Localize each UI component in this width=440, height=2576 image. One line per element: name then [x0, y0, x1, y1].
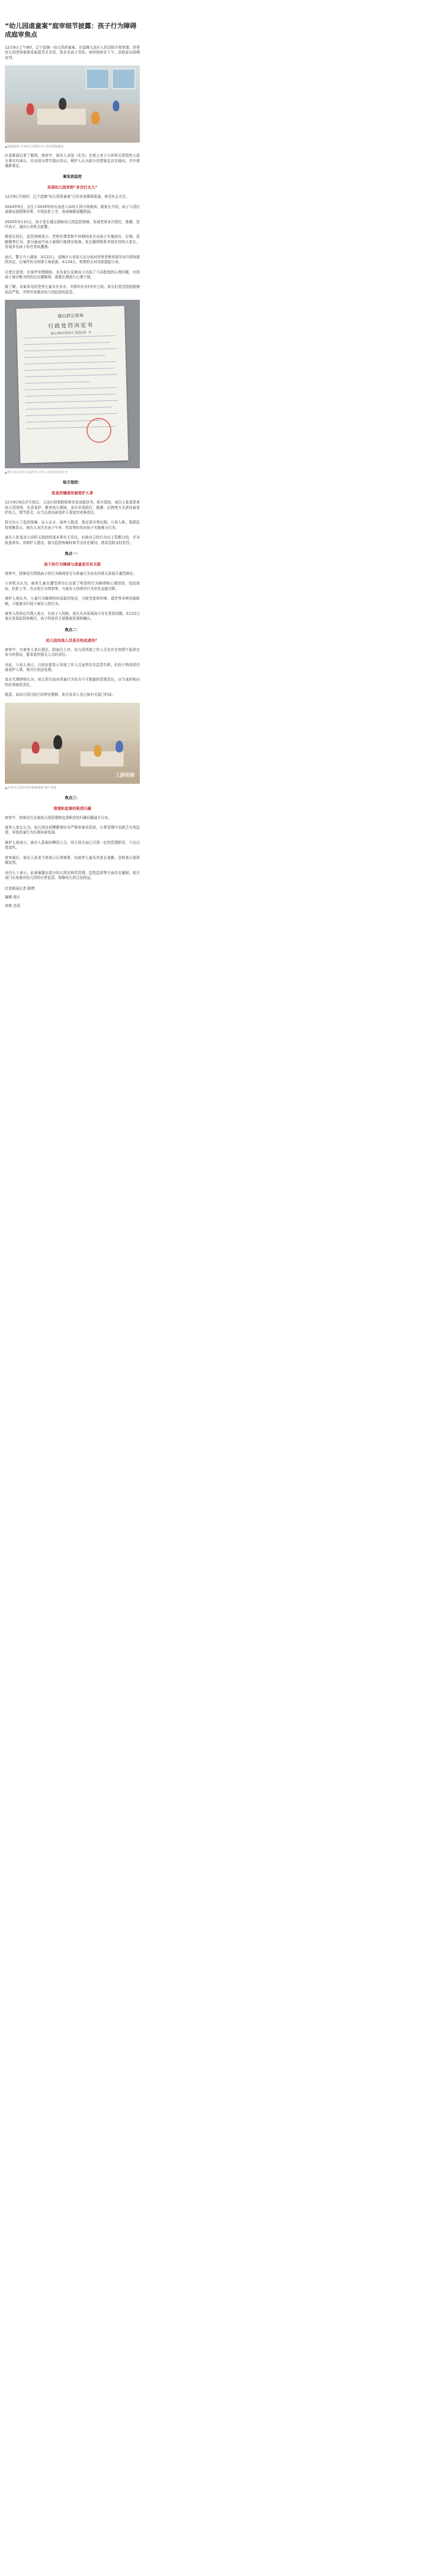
- photo-caption: ▲视频截图 涉事幼儿园教室内 监控视频截图: [5, 145, 64, 149]
- paragraph: 被告人张某对公诉机关指控的基本事实无异议，但称自己的行为出于管教目的，并非故意虐待。其辩护人提出，部分监控视频时间节点存在疑问，请求法院从轻处罚。: [5, 535, 140, 545]
- paragraph: 庭审中，控辩双方还就幼儿园管理和监督职责的归属问题展开讨论。: [5, 815, 112, 820]
- monitoring-video-photo[interactable]: [5, 703, 140, 784]
- lead-paragraph: 12月9日上午9时，辽宁盘锦一幼儿园虐童案，在盘锦大洼区人民法院开庭审理。涉事幼儿园老师被指采取惩罚式手段，致多名孩子受伤。庭审持续至下午，法院宣布择期宣判。: [5, 45, 140, 60]
- document-number: 盘公(刑)行罚决字【2025】 号: [50, 331, 92, 336]
- paragraph: 对此，公诉人表示，目前证据显示其他工作人员虽然存在监管失职，但尚不构成虐待被看护人罪，将另行依法处理。: [5, 662, 140, 672]
- paragraph: 据悉，该幼儿园目前已经停业整顿，相关负责人也已被有关部门约谈。: [5, 692, 116, 697]
- paragraph: 公诉机关认为，被害儿童在遭受虐待后出现了明显的行为障碍和心理创伤，包括夜惊、抗拒上学、攻击性行为增加等，与被告人的虐待行为存在直接关联。: [5, 581, 140, 591]
- paragraph: 12月9日开庭时，辽宁盘锦“幼儿园虐童案”已经多家媒体报道，备受社会关注。: [5, 194, 130, 199]
- section-heading: 焦点二：: [65, 627, 80, 632]
- section-subheading: 发现幼儿园老师“多次打女儿”: [47, 185, 98, 190]
- section-heading: 检方指控：: [63, 480, 82, 485]
- paragraph: 庭审中，有被害人家长提出，除被告人外，幼儿园其他工作人员也存在知情不报甚至参与的情况，要求追究相关人员的责任。: [5, 647, 140, 657]
- classroom-photo[interactable]: [5, 65, 140, 143]
- paragraph: 据家长回忆，监控视频显示，老师在课堂和午休期间多次对孩子实施拍打、拉拽、用脚踢等行为，部分画面中孩子被强行拖拽至角落。家长随即联系其他在园幼儿家长，发现多名孩子存在类似遭遇。: [5, 234, 140, 250]
- paragraph: 12月9日9点许开庭后，大洼区检察院检察官宣读起诉书。检方指控，被告人张某系某幼儿园老师，负责看护、教育幼儿期间，多次采用殴打、推搡、拉拽等方式虐待被看护幼儿，情节恶劣，应当以虐待被看护人罪追究刑事责任。: [5, 500, 140, 515]
- paragraph: 2024年9月，出生于2019年的女孩进入该幼儿园小班就读。据家长介绍，孩子入园后逐渐出现情绪异常，开始抗拒上学，夜间频繁惊醒哭闹。: [5, 204, 140, 214]
- paragraph: 记者注意到，在案件审理期间，多名家长反映孩子出现了不同程度的心理问题，有的孩子被诊断为创伤后应激障碍，需要长期进行心理干预。: [5, 270, 140, 279]
- review-credit: 审核 官莉: [5, 904, 21, 909]
- paragraph: 此后，警方介入调查。3月22日，盘锦市公安局大洼分局对涉事老师刘某作出行政拘留的决定，后案件转为刑事立案侦查。4月24日，检察机关对刘某提起公诉。: [5, 254, 140, 265]
- section-heading: 案发前监控: [63, 174, 82, 179]
- photo-caption: ▲涉事幼儿园内监控视频截图 图片来源: [5, 786, 57, 790]
- paragraph: 2025年3月21日，孩子家长通过调取幼儿园监控视频，发现老师多次殴打、推搡、恐吓孩子，遂向公安机关报警。: [5, 219, 140, 230]
- paragraph: 检方出示了监控视频、证人证言、被害人陈述、鉴定意见等证据。公诉人称，根据监控视频显示，被告人多次在孩子午休、吃饭等时段对孩子实施暴力行为。: [5, 520, 140, 530]
- article-title: “幼儿园虐童案”庭审细节披露：孩子行为障碍成庭审焦点: [5, 22, 137, 38]
- paragraph: 被害人的诉讼代理人表示，在孩子入园前，家长从未发现孩子存在类似问题。3月21日家长发现监控视频后，孩子的症状才逐渐被发现和确认。: [5, 611, 140, 621]
- paragraph: 红星新闻记者了解到，庭审中，被告人刘某（化名）在庭上对于公诉机关指控的大部分事实均承认，但对部分情节提出异议。辩护人认为部分伤情鉴定存在疑问，并申请重新鉴定。: [5, 153, 140, 169]
- video-watermark: 上游视频: [114, 772, 134, 778]
- section-heading: 焦点一：: [65, 551, 80, 556]
- section-subheading: 幼儿园其他人员是否构成虐待？: [46, 638, 99, 643]
- penalty-document-photo[interactable]: [5, 300, 140, 468]
- editor-credit: 编辑 郭庄: [5, 895, 21, 900]
- paragraph: 据了解，本案涉及的受害儿童共有多名，年龄均在3至5岁之间。家长们希望法院能够依法严惩，并呼吁加强对幼儿园监控的监管。: [5, 285, 140, 294]
- paragraph: 庭审中，控辩双方围绕孩子的行为障碍是否与虐童行为存在因果关系展开激烈辩论。: [5, 571, 137, 576]
- paragraph: 辩护人则表示，被告人系临时聘用人员，幼儿园方面已尽到一定的管理职责，不应过度追究。: [5, 840, 140, 850]
- paragraph: 被害人家长认为，幼儿园在招聘教师时未严格审查其资质，日常管理中也缺乏有效监督，导致虐童行为长期未被发现。: [5, 825, 140, 835]
- document-title: 行政处罚决定书: [48, 322, 94, 330]
- paragraph: 家长代理律师认为，幼儿园方面对虐童行为负有不可推卸的管理责任，应当承担相应的民事赔偿责任。: [5, 677, 140, 687]
- section-heading: 焦点三：: [65, 795, 80, 800]
- document-org: 盘山县公安局: [57, 313, 84, 319]
- paragraph: 业内人士表示，此案暴露出部分幼儿园在师资管理、监控监督等方面存在漏洞，相关部门应加强对幼儿园的日常监管，保障幼儿的合法权益。: [5, 870, 140, 880]
- article-column: [5, 0, 140, 910]
- paragraph: 辩护人则认为，儿童行为障碍的形成原因复杂，可能受家庭环境、遗传等多种因素影响，不能简单归因于被告人的行为。: [5, 596, 140, 606]
- paragraph: 庭审最后，被告人张某当庭表示认罪悔罪，向被害儿童及其家长道歉。法院表示将择期宣判。: [5, 855, 140, 865]
- reporter-credit: 红星新闻记者 陈博: [5, 886, 35, 891]
- official-stamp: [86, 418, 112, 443]
- section-subheading: 张某涉嫌虐待被看护人罪: [51, 491, 93, 496]
- section-subheading: 孩子的行为障碍与虐童是否有关联: [44, 562, 101, 567]
- section-subheading: 管理和监督的职责归属: [53, 806, 91, 811]
- photo-caption: ▲警方对涉事幼儿园涉事工作人员的处罚决定书: [5, 471, 68, 475]
